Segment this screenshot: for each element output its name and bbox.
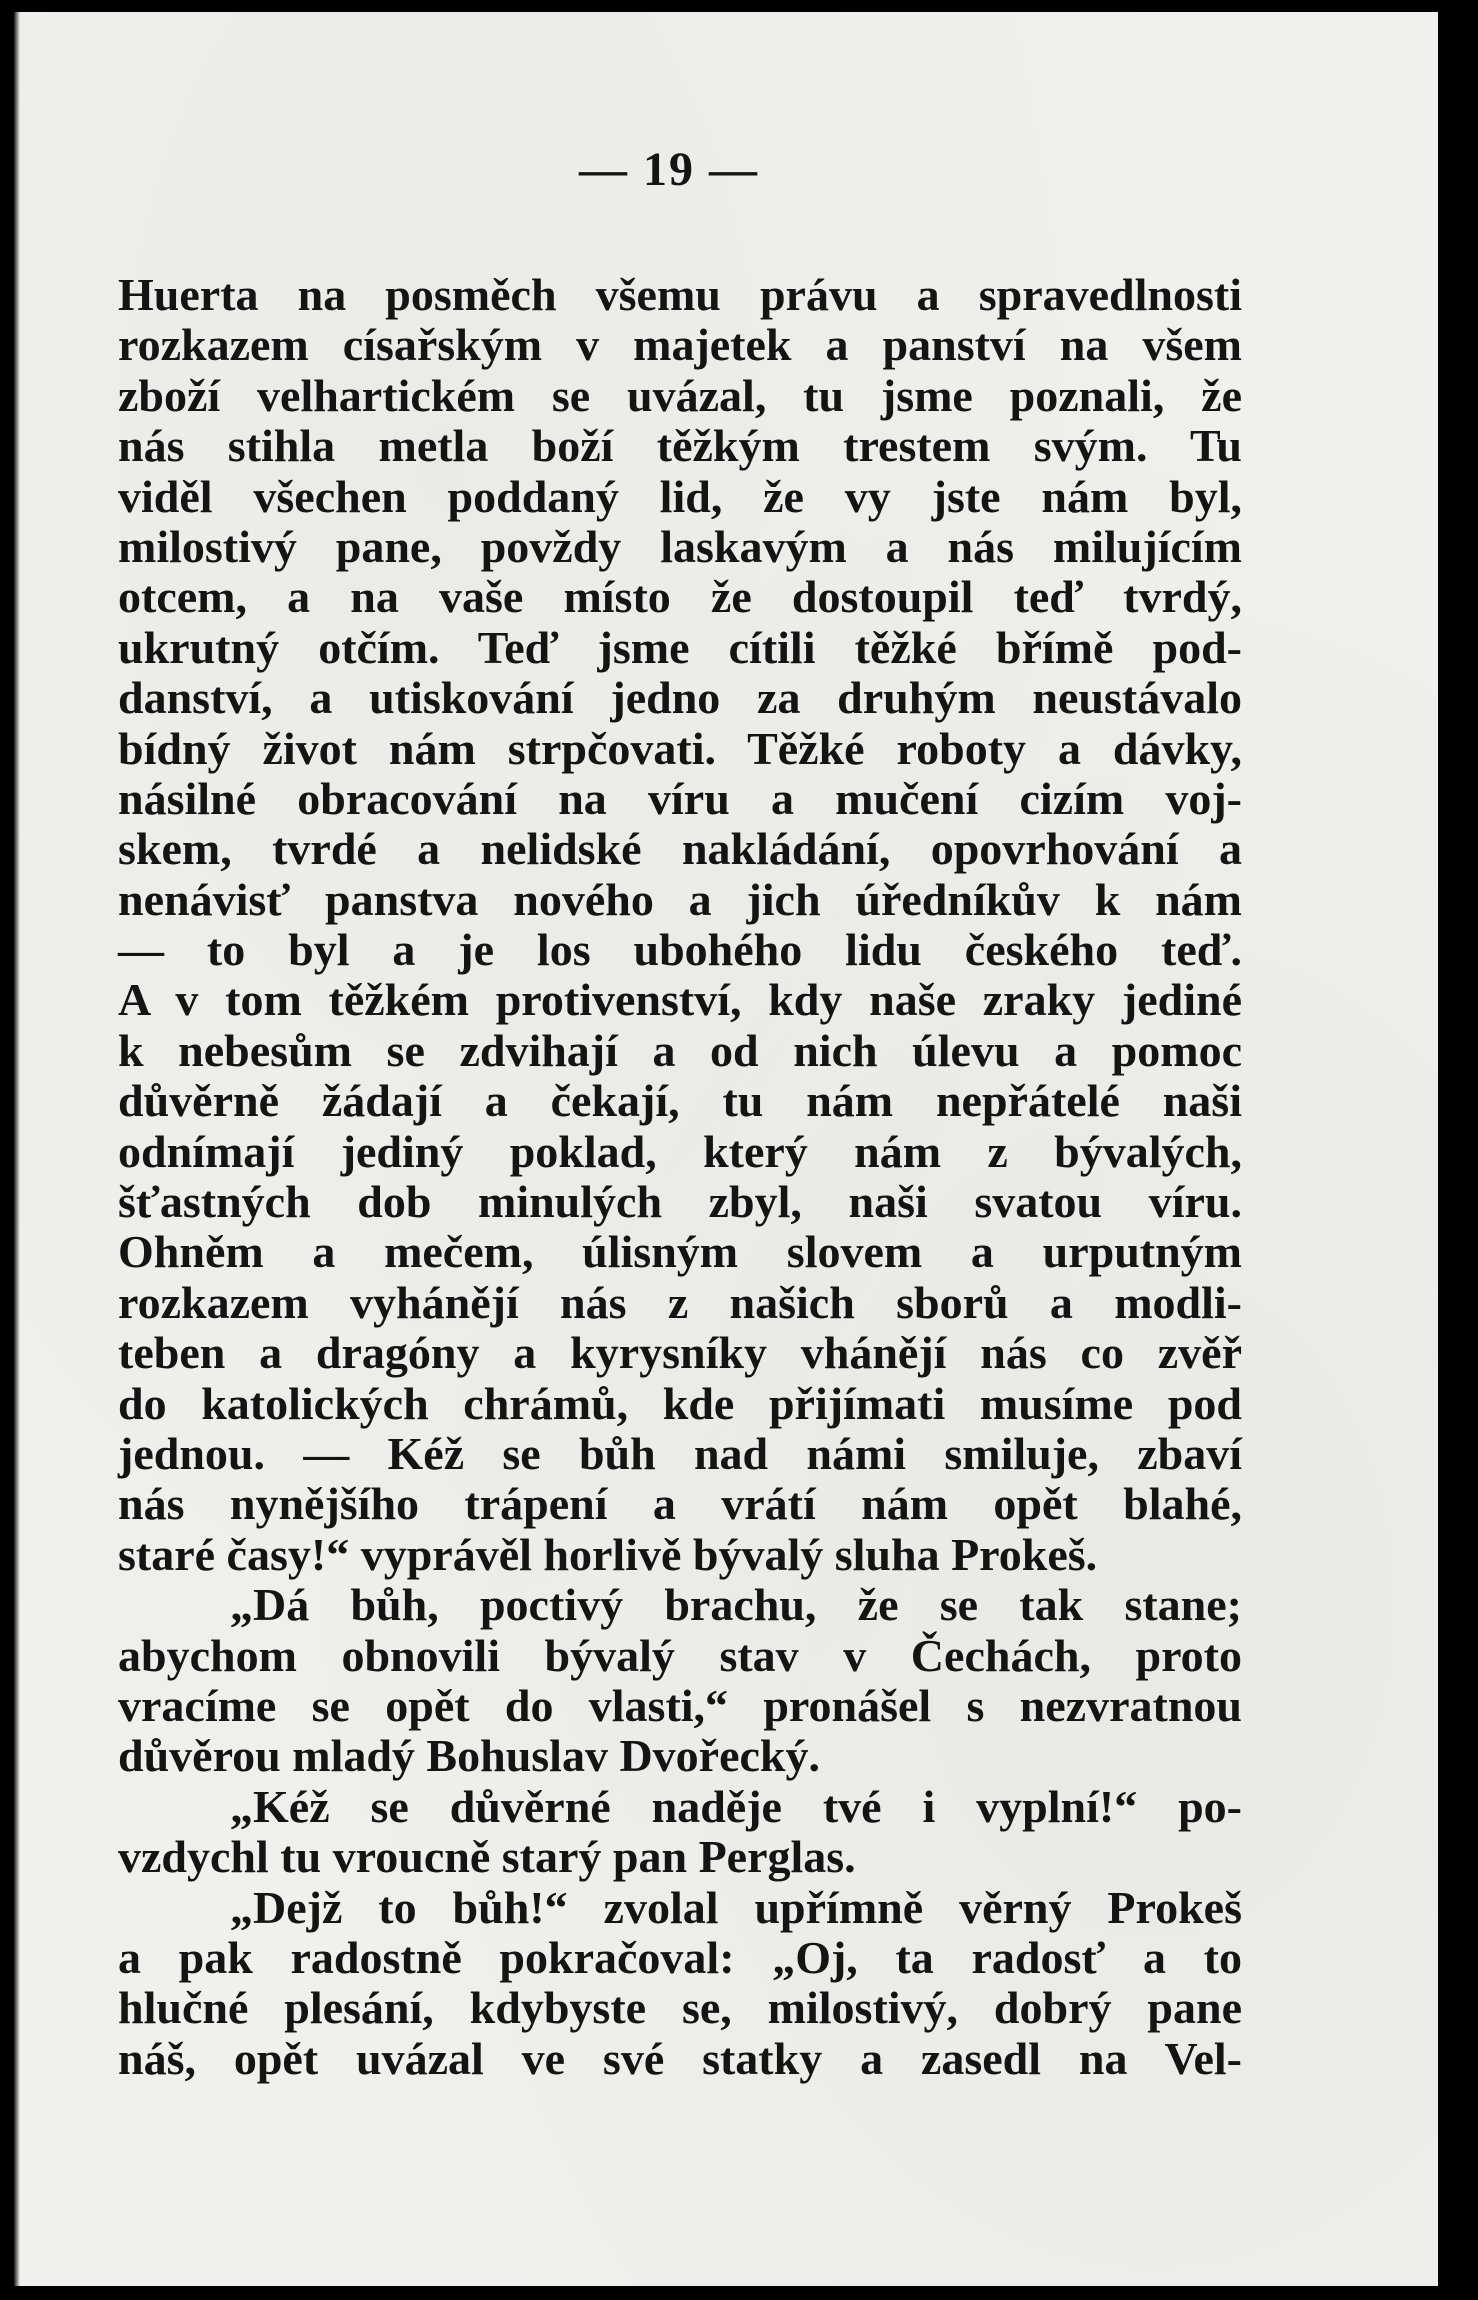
text-line: náš, opět uvázal ve své statky a zasedl na Vel- <box>118 2032 1242 2084</box>
text-line: „Kéž se důvěrné naděje tvé i vyplní!“ po- <box>230 1780 1242 1832</box>
text-line: nás nynějšího trápení a vrátí nám opět blahé, <box>118 1478 1242 1530</box>
text-line: vzdychl tu vroucně starý pan Perglas. <box>118 1831 856 1883</box>
text-line: důvěrou mladý Bohuslav Dvořecký. <box>118 1730 821 1782</box>
text-line: otcem, a na vaše místo že dostoupil teď tvrdý, <box>118 571 1242 623</box>
text-line: ukrutný otčím. Teď jsme cítili těžké břímě pod- <box>118 621 1242 673</box>
text-line: — to byl a je los ubohého lidu českého teď. <box>118 924 1242 976</box>
text-line: „Dá bůh, poctivý brachu, že se tak stane; <box>230 1579 1242 1631</box>
body-text <box>118 270 1242 2084</box>
text-line: šťastných dob minulých zbyl, naši svatou víru. <box>118 1176 1242 1228</box>
text-line: Huerta na posměch všemu právu a spravedlnosti <box>118 269 1242 320</box>
text-line: do katolických chrámů, kde přijímati musíme pod <box>118 1377 1242 1429</box>
text-line: teben a dragóny a kyrysníky vhánějí nás co zvěř <box>118 1327 1242 1379</box>
text-line: vracíme se opět do vlasti,“ pronášel s nezvratnou <box>118 1679 1242 1731</box>
page-edge-shadow <box>14 12 20 2286</box>
text-line: milostivý pane, povždy laskavým a nás milujícím <box>118 520 1242 572</box>
text-line: jednou. — Kéž se bůh nad námi smiluje, zbaví <box>118 1427 1242 1479</box>
text-line: viděl všechen poddaný lid, že vy jste nám byl, <box>118 470 1242 522</box>
text-line: bídný život nám strpčovati. Těžké roboty a dávky, <box>118 722 1242 774</box>
text-line: staré časy!“ vyprávěl horlivě bývalý sluha Prokeš. <box>118 1528 1098 1580</box>
text-line: důvěrně žádají a čekají, tu nám nepřátelé naši <box>118 1075 1242 1127</box>
text-line: nás stihla metla boží těžkým trestem svým. Tu <box>118 420 1242 472</box>
text-line: odnímají jediný poklad, který nám z bývalých, <box>118 1125 1242 1177</box>
text-line: rozkazem císařským v majetek a panství na všem <box>118 319 1242 371</box>
text-line: rozkazem vyhánějí nás z našich sborů a modli- <box>118 1276 1242 1328</box>
text-line: nenávisť panstva nového a jich úředníkův k nám <box>118 873 1242 925</box>
text-line: danství, a utiskování jedno za druhým neustávalo <box>118 672 1242 724</box>
text-line: a pak radostně pokračoval: „Oj, ta radosť a to <box>118 1931 1242 1983</box>
text-line: abychom obnovili bývalý stav v Čechách, proto <box>118 1629 1242 1681</box>
text-line: A v tom těžkém protivenství, kdy naše zraky jediné <box>118 974 1242 1026</box>
text-line: Ohněm a mečem, úlisným slovem a urputným <box>118 1226 1242 1278</box>
text-line: k nebesům se zdvihají a od nich úlevu a pomoc <box>118 1024 1242 1076</box>
text-line: násilné obracování na víru a mučení cizím voj- <box>118 772 1242 824</box>
page-number: — 19 — <box>579 143 759 196</box>
book-page <box>14 12 1438 2286</box>
text-line: „Dejž to bůh!“ zvolal upřímně věrný Prokeš <box>230 1881 1242 1933</box>
text-line: skem, tvrdé a nelidské nakládání, opovrhování a <box>118 823 1242 875</box>
text-line: hlučné plesání, kdybyste se, milostivý, dobrý pane <box>118 1982 1242 2034</box>
scan-border <box>1438 0 1478 2300</box>
text-line: zboží velhartickém se uvázal, tu jsme poznali, že <box>118 369 1242 421</box>
